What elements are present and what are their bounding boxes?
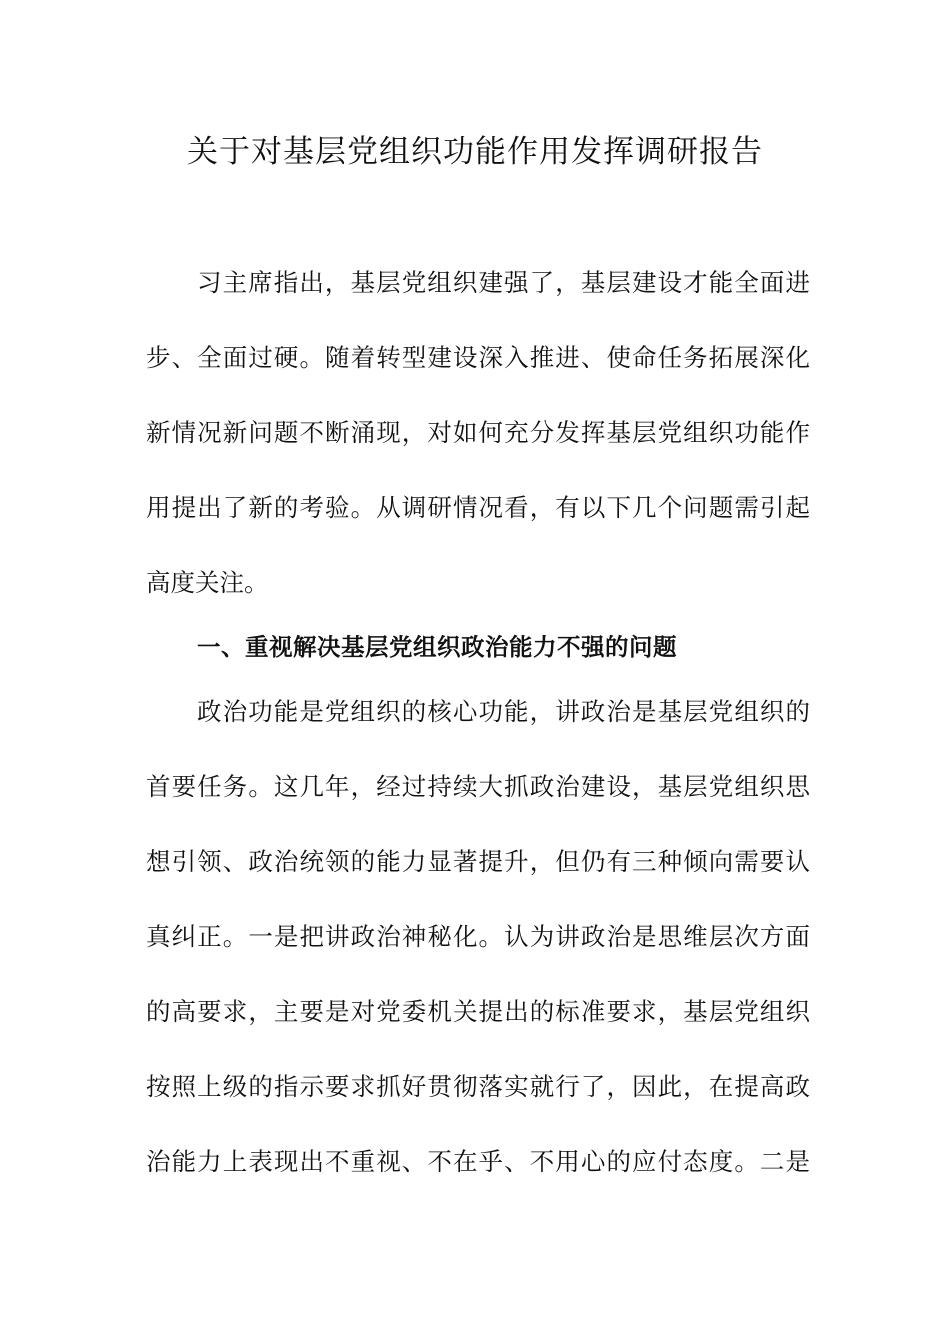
section-1-line-1: 政治功能是党组织的核心功能，讲政治是基层党组织的 — [197, 697, 810, 726]
section-1-line-5: 的高要求，主要是对党委机关提出的标准要求，基层党组织 — [146, 997, 810, 1026]
intro-line-1: 习主席指出，基层党组织建强了，基层建设才能全面进 — [197, 268, 810, 297]
intro-line-3: 新情况新问题不断涌现，对如何充分发挥基层党组织功能作 — [146, 418, 810, 447]
intro-line-2: 步、全面过硬。随着转型建设深入推进、使命任务拓展深化 — [146, 343, 810, 372]
section-1-line-2: 首要任务。这几年，经过持续大抓政治建设，基层党组织思 — [146, 772, 810, 801]
section-1-heading: 一、重视解决基层党组织政治能力不强的问题 — [197, 633, 677, 661]
section-1-line-6: 按照上级的指示要求抓好贯彻落实就行了，因此，在提高政 — [146, 1072, 810, 1101]
section-1-line-4: 真纠正。一是把讲政治神秘化。认为讲政治是思维层次方面 — [146, 922, 810, 951]
section-1-line-7: 治能力上表现出不重视、不在乎、不用心的应付态度。二是 — [146, 1147, 810, 1176]
document-title: 关于对基层党组织功能作用发挥调研报告 — [187, 134, 763, 170]
intro-line-5: 高度关注。 — [146, 568, 269, 597]
intro-line-4: 用提出了新的考验。从调研情况看，有以下几个问题需引起 — [146, 493, 810, 522]
section-1-line-3: 想引领、政治统领的能力显著提升，但仍有三种倾向需要认 — [146, 847, 810, 876]
